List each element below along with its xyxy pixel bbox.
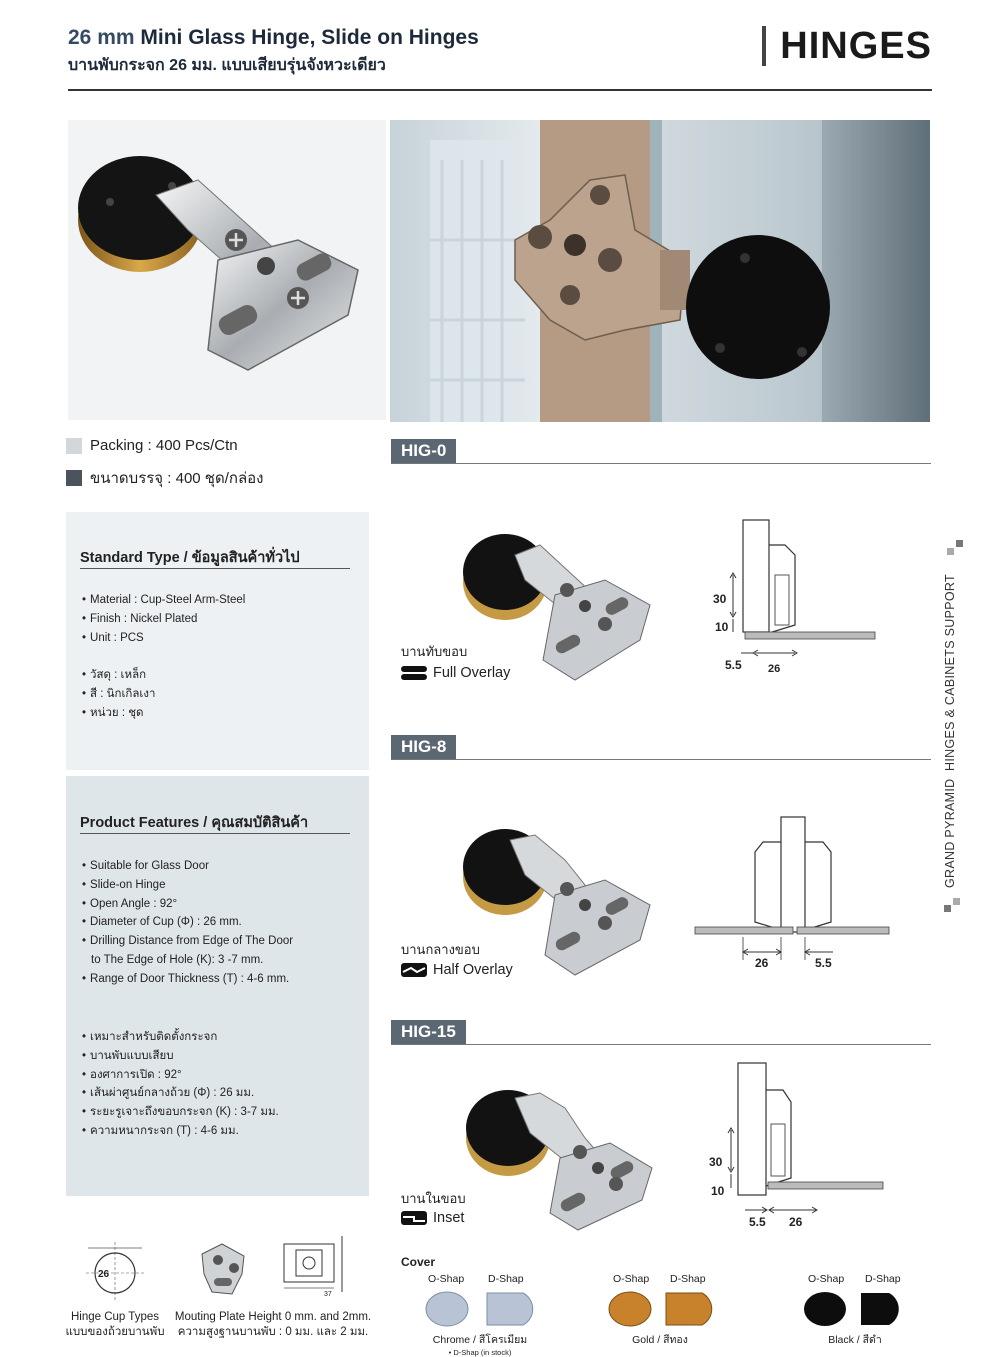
list-item: • Unit : PCS <box>82 629 245 648</box>
list-item: • เส้นผ่าศูนย์กลางถ้วย (Φ) : 26 มม. <box>82 1084 279 1103</box>
title-size: 26 mm <box>68 26 135 49</box>
plate-en: Mouting Plate Height 0 mm. and 2mm. <box>174 1311 372 1323</box>
packing-marker-dark <box>66 470 82 486</box>
dim-26: 26 <box>768 663 781 675</box>
packing-en: Packing : 400 Pcs/Ctn <box>90 437 238 454</box>
list-item: • Drilling Distance from Edge of The Door <box>82 932 293 951</box>
cup-diameter-label: 26 <box>98 1269 110 1280</box>
cup-types-th: แบบของถ้วยบานพับ <box>65 1326 165 1338</box>
standard-list-th <box>82 666 155 722</box>
page-title-th: บานพับกระจก 26 มม. แบบเสียบรุ่นจังหวะเดียว <box>68 57 386 74</box>
header-divider <box>68 89 932 91</box>
list-item-continuation: to The Edge of Hole (K): 3 -7 mm. <box>91 953 264 966</box>
hinge-image-hig-15 <box>460 1078 660 1233</box>
shape-label-o: O-Shap <box>808 1273 845 1285</box>
packing-th-row <box>66 466 264 490</box>
list-item: • Material : Cup-Steel Arm-Steel <box>82 591 245 610</box>
dim-26: 26 <box>755 956 769 970</box>
gold-cover-swatch <box>608 1289 728 1329</box>
standard-type-panel <box>66 512 369 770</box>
shape-label-o: O-Shap <box>613 1273 650 1285</box>
cover-title: Cover <box>401 1255 436 1269</box>
gold-name: Gold / สีทอง <box>632 1334 688 1346</box>
list-item: • บานพับแบบเสียบ <box>82 1047 279 1066</box>
list-item: • ความหนากระจก (T) : 4-6 มม. <box>82 1122 279 1141</box>
plate-dim-label: 37 <box>324 1291 332 1298</box>
type-en-hig-8 <box>401 962 513 978</box>
type-th-hig-0: บานทับขอบ <box>401 644 468 659</box>
side-marker-top <box>956 540 963 547</box>
gold-d-shape <box>666 1293 712 1325</box>
half-overlay-icon <box>401 963 427 977</box>
model-rule-hig-15 <box>391 1044 931 1045</box>
dim-5-5: 5.5 <box>815 956 832 970</box>
product-features-panel <box>66 776 369 1196</box>
list-item: • Diameter of Cup (Φ) : 26 mm. <box>82 913 293 932</box>
packing-marker-light <box>66 438 82 454</box>
full-overlay-icon <box>401 666 427 680</box>
side-section: HINGES & CABINETS SUPPORT <box>943 574 957 771</box>
dim-26: 26 <box>789 1215 803 1229</box>
list-item: • Suitable for Glass Door <box>82 857 293 876</box>
shape-label-d: D-Shap <box>865 1273 901 1285</box>
type-th-hig-15: บานในขอบ <box>401 1191 466 1206</box>
list-item: • Open Angle : 92° <box>82 895 293 914</box>
dim-30: 30 <box>713 592 727 606</box>
dim-30: 30 <box>709 1155 723 1169</box>
type-en-label: Inset <box>433 1210 465 1226</box>
mounting-plate-drawing <box>276 1232 350 1298</box>
list-item: • วัสดุ : เหล็ก <box>82 666 155 685</box>
side-marker-bottom <box>944 905 951 912</box>
black-name: Black / สีดำ <box>828 1334 882 1346</box>
plate-caption <box>168 1311 378 1341</box>
features-list-th <box>82 1028 279 1141</box>
packing-en-row <box>66 437 238 454</box>
list-item: • Finish : Nickel Plated <box>82 610 245 629</box>
chrome-cover-swatch <box>425 1289 545 1329</box>
model-rule-hig-8 <box>391 759 931 760</box>
list-item: • เหมาะสำหรับติดตั้งกระจก <box>82 1028 279 1047</box>
features-list-en <box>82 857 293 989</box>
list-item: • Range of Door Thickness (T) : 4-6 mm. <box>82 970 293 989</box>
features-title-rule <box>80 833 350 834</box>
standard-title-rule <box>80 568 350 569</box>
chrome-name: Chrome / สีโครเมียม <box>432 1334 528 1346</box>
section-brand: HINGES <box>762 26 932 66</box>
list-item: • สี : นิกเกิลเงา <box>82 685 155 704</box>
model-rule-hig-0 <box>391 463 931 464</box>
mounting-plate-image <box>192 1234 256 1298</box>
features-title: Product Features / คุณสมบัติสินค้า <box>80 815 309 831</box>
type-en-label: Full Overlay <box>433 665 511 681</box>
hinge-photo-illustration <box>68 120 386 420</box>
chrome-note: • D-Shap (in stock) <box>448 1348 512 1357</box>
list-item: • Slide-on Hinge <box>82 876 293 895</box>
title-product: Mini Glass Hinge, Slide on Hinges <box>140 26 479 49</box>
standard-title: Standard Type / ข้อมูลสินค้าทั่วไป <box>80 550 300 566</box>
model-label-hig-0: HIG-0 <box>391 439 456 463</box>
plate-th: ความสูงฐานบานพับ : 0 มม. และ 2 มม. <box>177 1326 369 1338</box>
chrome-label-block <box>425 1331 535 1357</box>
packing-th: ขนาดบรรจุ : 400 ชุด/กล่อง <box>90 470 264 487</box>
shape-label-d: D-Shap <box>488 1273 524 1285</box>
installed-photo-illustration <box>390 120 930 422</box>
diagram-hig-0 <box>705 515 885 680</box>
shape-label-d: D-Shap <box>670 1273 706 1285</box>
model-label-hig-15: HIG-15 <box>391 1020 466 1044</box>
cup-types-caption <box>60 1311 170 1341</box>
side-brand: GRAND PYRAMID <box>943 778 957 888</box>
side-vertical-caption <box>943 574 957 888</box>
list-item: • ระยะรูเจาะถึงขอบกระจก (K) : 3-7 มม. <box>82 1103 279 1122</box>
gold-o-shape <box>609 1292 651 1326</box>
type-en-hig-0 <box>401 665 510 681</box>
diagram-hig-15 <box>705 1060 890 1235</box>
dim-10: 10 <box>715 620 729 634</box>
dim-5-5: 5.5 <box>749 1215 766 1229</box>
type-en-hig-15 <box>401 1210 464 1226</box>
cup-types-en: Hinge Cup Types <box>70 1311 159 1323</box>
hinge-image-hig-8 <box>455 815 655 980</box>
cup-type-drawing <box>84 1240 146 1302</box>
inset-icon <box>401 1211 427 1225</box>
chrome-o-shape <box>426 1292 468 1326</box>
list-item: • องศาการเปิด : 92° <box>82 1066 279 1085</box>
black-d-shape <box>861 1293 899 1325</box>
diagram-hig-8 <box>693 812 893 977</box>
black-cover-swatch <box>803 1289 923 1329</box>
side-marker-bottom-2 <box>953 898 960 905</box>
chrome-d-shape <box>487 1293 533 1325</box>
model-label-hig-8: HIG-8 <box>391 735 456 759</box>
standard-list-en <box>82 591 245 647</box>
dim-5-5: 5.5 <box>725 658 742 672</box>
shape-label-o: O-Shap <box>428 1273 465 1285</box>
type-en-label: Half Overlay <box>433 962 513 978</box>
side-marker-top-2 <box>947 548 954 555</box>
type-th-hig-8: บานกลางขอบ <box>401 942 480 957</box>
hinge-image-hig-0 <box>455 520 655 685</box>
product-photo-hinge <box>68 120 386 420</box>
dim-10: 10 <box>711 1184 725 1198</box>
installed-hinge-photo <box>390 120 930 422</box>
black-o-shape <box>804 1292 846 1326</box>
list-item: • หน่วย : ชุด <box>82 704 155 723</box>
page-title-en <box>68 26 479 50</box>
